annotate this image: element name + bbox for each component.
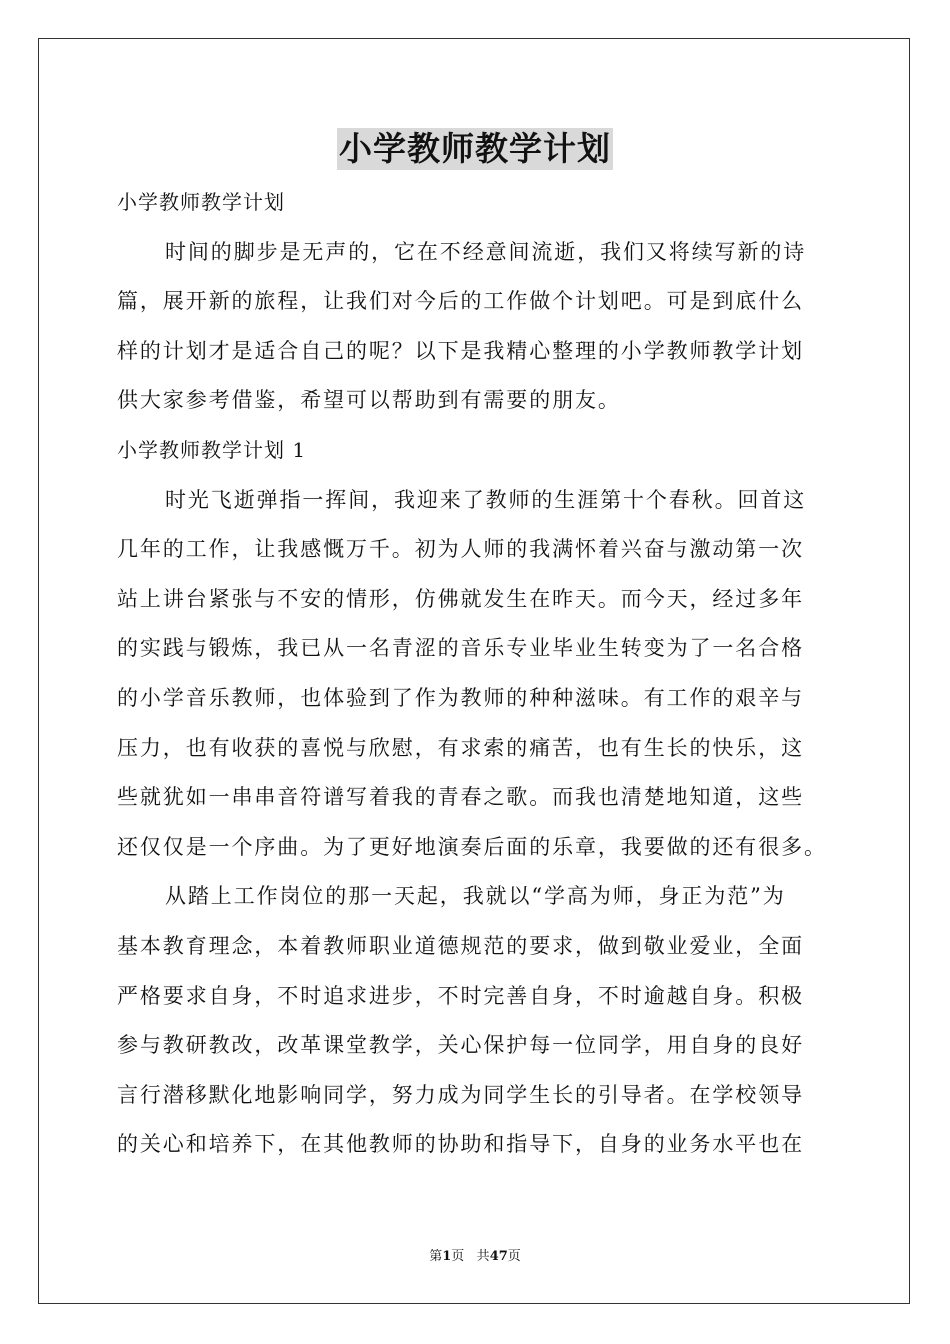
text-line: 参与教研教改，改革课堂教学，关心保护每一位同学，用自身的良好 [117,1033,804,1058]
text-line: 严格要求自身，不时追求进步，不时完善自身，不时逾越自身。积极 [117,983,804,1008]
text-line: 从踏上工作岗位的那一天起，我就以“学高为师，身正为范”为 [165,884,786,909]
document-title-text: 小学教师教学计划 [339,129,611,168]
text-line: 的小学音乐教师，也体验到了作为教师的种种滋味。有工作的艰辛与 [117,685,804,710]
text-line: 篇，展开新的旅程，让我们对今后的工作做个计划吧。可是到底什么 [117,289,804,314]
footer-page-prefix: 第 [429,1249,443,1264]
footer-total-prefix: 共 [476,1249,490,1264]
footer-page-suffix: 页 [451,1249,465,1264]
text-line: 几年的工作，让我感慨万千。初为人师的我满怀着兴奋与激动第一次 [117,537,804,562]
text-line: 站上讲台紧张与不安的情形，仿佛就发生在昨天。而今天，经过多年 [117,586,804,611]
footer-page-number: 1 [442,1249,452,1264]
section-heading: 小学教师教学计划 [117,190,285,214]
footer-total-pages: 47 [489,1249,508,1264]
text-line: 压力，也有收获的喜悦与欣慰，有求索的痛苦，也有生长的快乐，这 [117,735,804,760]
page-footer [0,1248,950,1266]
text-line: 基本教育理念，本着教师职业道德规范的要求，做到敬业爱业，全面 [117,933,804,958]
text-line: 言行潜移默化地影响同学，努力成为同学生长的引导者。在学校领导 [117,1082,804,1107]
document-body [117,178,833,1170]
document-title [0,128,950,170]
text-line: 时光飞逝弹指一挥间，我迎来了教师的生涯第十个春秋。回首这 [165,487,807,512]
footer-total-suffix: 页 [507,1249,521,1264]
text-line: 些就犹如一串串音符谱写着我的青春之歌。而我也清楚地知道，这些 [117,785,804,810]
section-heading: 小学教师教学计划 1 [117,437,307,462]
text-line: 供大家参考借鉴，希望可以帮助到有需要的朋友。 [117,388,621,413]
text-line: 的关心和培养下，在其他教师的协助和指导下，自身的业务水平也在 [117,1132,804,1157]
text-line: 的实践与锻炼，我已从一名青涩的音乐专业毕业生转变为了一名合格 [117,636,804,661]
text-line: 时间的脚步是无声的，它在不经意间流逝，我们又将续写新的诗 [165,239,807,264]
text-line: 样的计划才是适合自己的呢？以下是我精心整理的小学教师教学计划 [117,338,804,363]
text-line: 还仅仅是一个序曲。为了更好地演奏后面的乐章，我要做的还有很多。 [117,834,827,859]
